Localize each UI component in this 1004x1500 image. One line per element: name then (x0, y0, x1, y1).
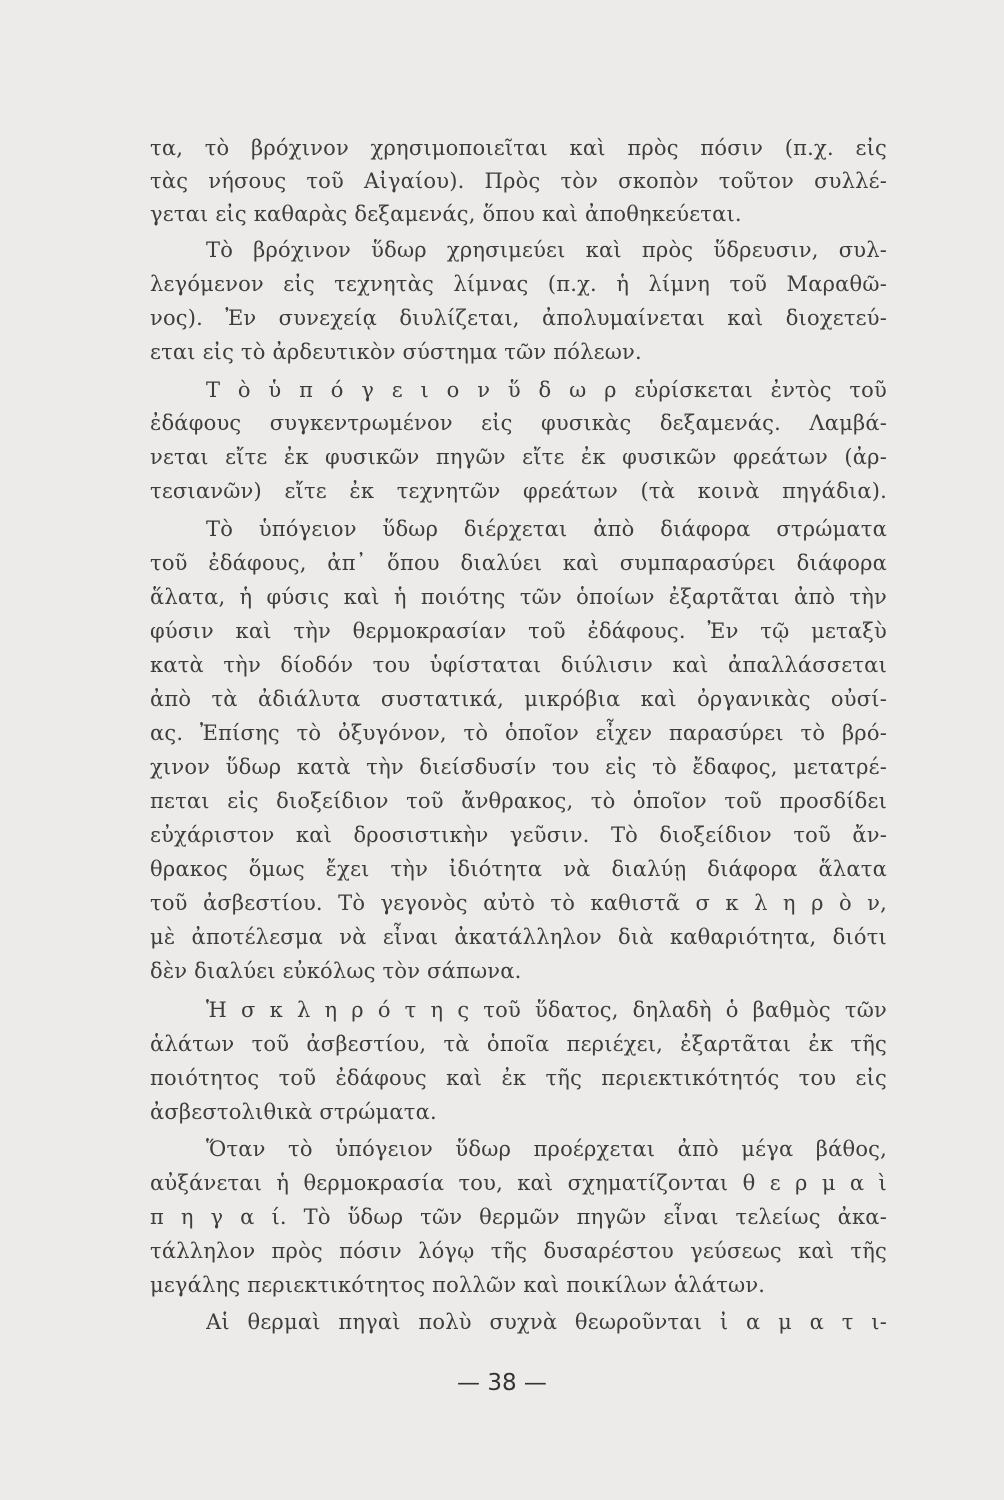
text-line: εὐχάριστον καὶ δροσιστικὴν γεῦσιν. Τὸ διοξείδιον τοῦ ἄν- (150, 823, 887, 847)
page-number: — 38 — (457, 1370, 547, 1396)
text-line: φύσιν καὶ τὴν θερμοκρασίαν τοῦ ἐδάφους. Ἐν τῷ μεταξὺ (150, 619, 887, 643)
text-line: γεται εἰς καθαρὰς δεξαμενάς, ὅπου καὶ ἀποθηκεύεται. (150, 202, 742, 226)
text-line: θρακος ὅμως ἔχει τὴν ἰδιότητα νὰ διαλύῃ διάφορα ἅλατα (150, 857, 887, 881)
text-line: τάλληλον πρὸς πόσιν λόγῳ τῆς δυσαρέστου γεύσεως καὶ τῆς (150, 1239, 887, 1263)
text-line: χινον ὕδωρ κατὰ τὴν διείσδυσίν του εἰς τὸ ἔδαφος, μετατρέ- (150, 755, 887, 779)
text-line: νος). Ἐν συνεχείᾳ διυλίζεται, ἀπολυμαίνεται καὶ διοχετεύ- (150, 306, 887, 330)
text-line: τοῦ ἀσβεστίου. Τὸ γεγονὸς αὐτὸ τὸ καθιστᾶ σ κ λ η ρ ὸ ν, (150, 891, 887, 915)
text-line: ἀπὸ τὰ ἀδιάλυτα συστατικά, μικρόβια καὶ ὀργανικὰς οὐσί- (150, 687, 887, 711)
text-line: ἅλατα, ἡ φύσις καὶ ἡ ποιότης τῶν ὁποίων ἐξαρτᾶται ἀπὸ τὴν (150, 585, 887, 609)
text-line: δὲν διαλύει εὐκόλως τὸν σάπωνα. (150, 959, 522, 983)
text-line: Ἡ σ κ λ η ρ ό τ η ς τοῦ ὕδατος, δηλαδὴ ὁ βαθμὸς τῶν (206, 998, 887, 1022)
text-line: λεγόμενον εἰς τεχνητὰς λίμνας (π.χ. ἡ λίμνη τοῦ Μαραθῶ- (150, 272, 887, 296)
text-line: τα, τὸ βρόχινον χρησιμοποιεῖται καὶ πρὸς πόσιν (π.χ. εἰς (150, 136, 887, 160)
text-line: ἀσβεστολιθικὰ στρώματα. (150, 1100, 437, 1124)
text-line: τεσιανῶν) εἴτε ἐκ τεχνητῶν φρεάτων (τὰ κοινὰ πηγάδια). (150, 479, 887, 503)
text-line: πεται εἰς διοξείδιον τοῦ ἄνθρακος, τὸ ὁποῖον τοῦ προσδίδει (150, 789, 887, 813)
text-line: Αἱ θερμαὶ πηγαὶ πολὺ συχνὰ θεωροῦνται ἰ α μ α τ ι- (206, 1310, 887, 1334)
text-line: ἁλάτων τοῦ ἀσβεστίου, τὰ ὁποῖα περιέχει, ἐξαρτᾶται ἐκ τῆς (150, 1032, 887, 1056)
text-line: αὐξάνεται ἡ θερμοκρασία του, καὶ σχηματίζονται θ ε ρ μ α ὶ (150, 1171, 887, 1195)
text-line: εται εἰς τὸ ἀρδευτικὸν σύστημα τῶν πόλεων. (150, 340, 642, 364)
text-line: ἐδάφους συγκεντρωμένον εἰς φυσικὰς δεξαμενάς. Λαμβά- (150, 411, 887, 435)
text-line: Τὸ ὑπόγειον ὕδωρ διέρχεται ἀπὸ διάφορα στρώματα (206, 517, 887, 541)
text-line: Ὅταν τὸ ὑπόγειον ὕδωρ προέρχεται ἀπὸ μέγα βάθος, (206, 1137, 887, 1161)
text-line: τὰς νήσους τοῦ Αἰγαίου). Πρὸς τὸν σκοπὸν τοῦτον συλλέ- (150, 169, 887, 193)
text-line: κατὰ τὴν δίοδόν του ὑφίσταται διύλισιν καὶ ἀπαλλάσσεται (150, 653, 887, 677)
text-line: ποιότητος τοῦ ἐδάφους καὶ ἐκ τῆς περιεκτικότητός του εἰς (150, 1066, 887, 1090)
text-line: τοῦ ἐδάφους, ἀπ᾿ ὅπου διαλύει καὶ συμπαρασύρει διάφορα (150, 551, 887, 575)
text-line: νεται εἴτε ἐκ φυσικῶν πηγῶν εἴτε ἐκ φυσικῶν φρεάτων (ἀρ- (150, 445, 887, 469)
text-line: ας. Ἐπίσης τὸ ὀξυγόνον, τὸ ὁποῖον εἶχεν παρασύρει τὸ βρό- (150, 721, 887, 745)
text-line: π η γ α ί. Τὸ ὕδωρ τῶν θερμῶν πηγῶν εἶναι τελείως ἀκα- (150, 1205, 887, 1229)
text-line: Τὸ βρόχινον ὕδωρ χρησιμεύει καὶ πρὸς ὕδρευσιν, συλ- (206, 238, 887, 262)
text-line: μεγάλης περιεκτικότητος πολλῶν καὶ ποικίλων ἁλάτων. (150, 1273, 766, 1297)
text-line: μὲ ἀποτέλεσμα νὰ εἶναι ἀκατάλληλον διὰ καθαριότητα, διότι (150, 925, 887, 949)
text-line: Τ ὸ ὑ π ό γ ε ι ο ν ὕ δ ω ρ εὑρίσκεται ἐντὸς τοῦ (206, 378, 887, 402)
